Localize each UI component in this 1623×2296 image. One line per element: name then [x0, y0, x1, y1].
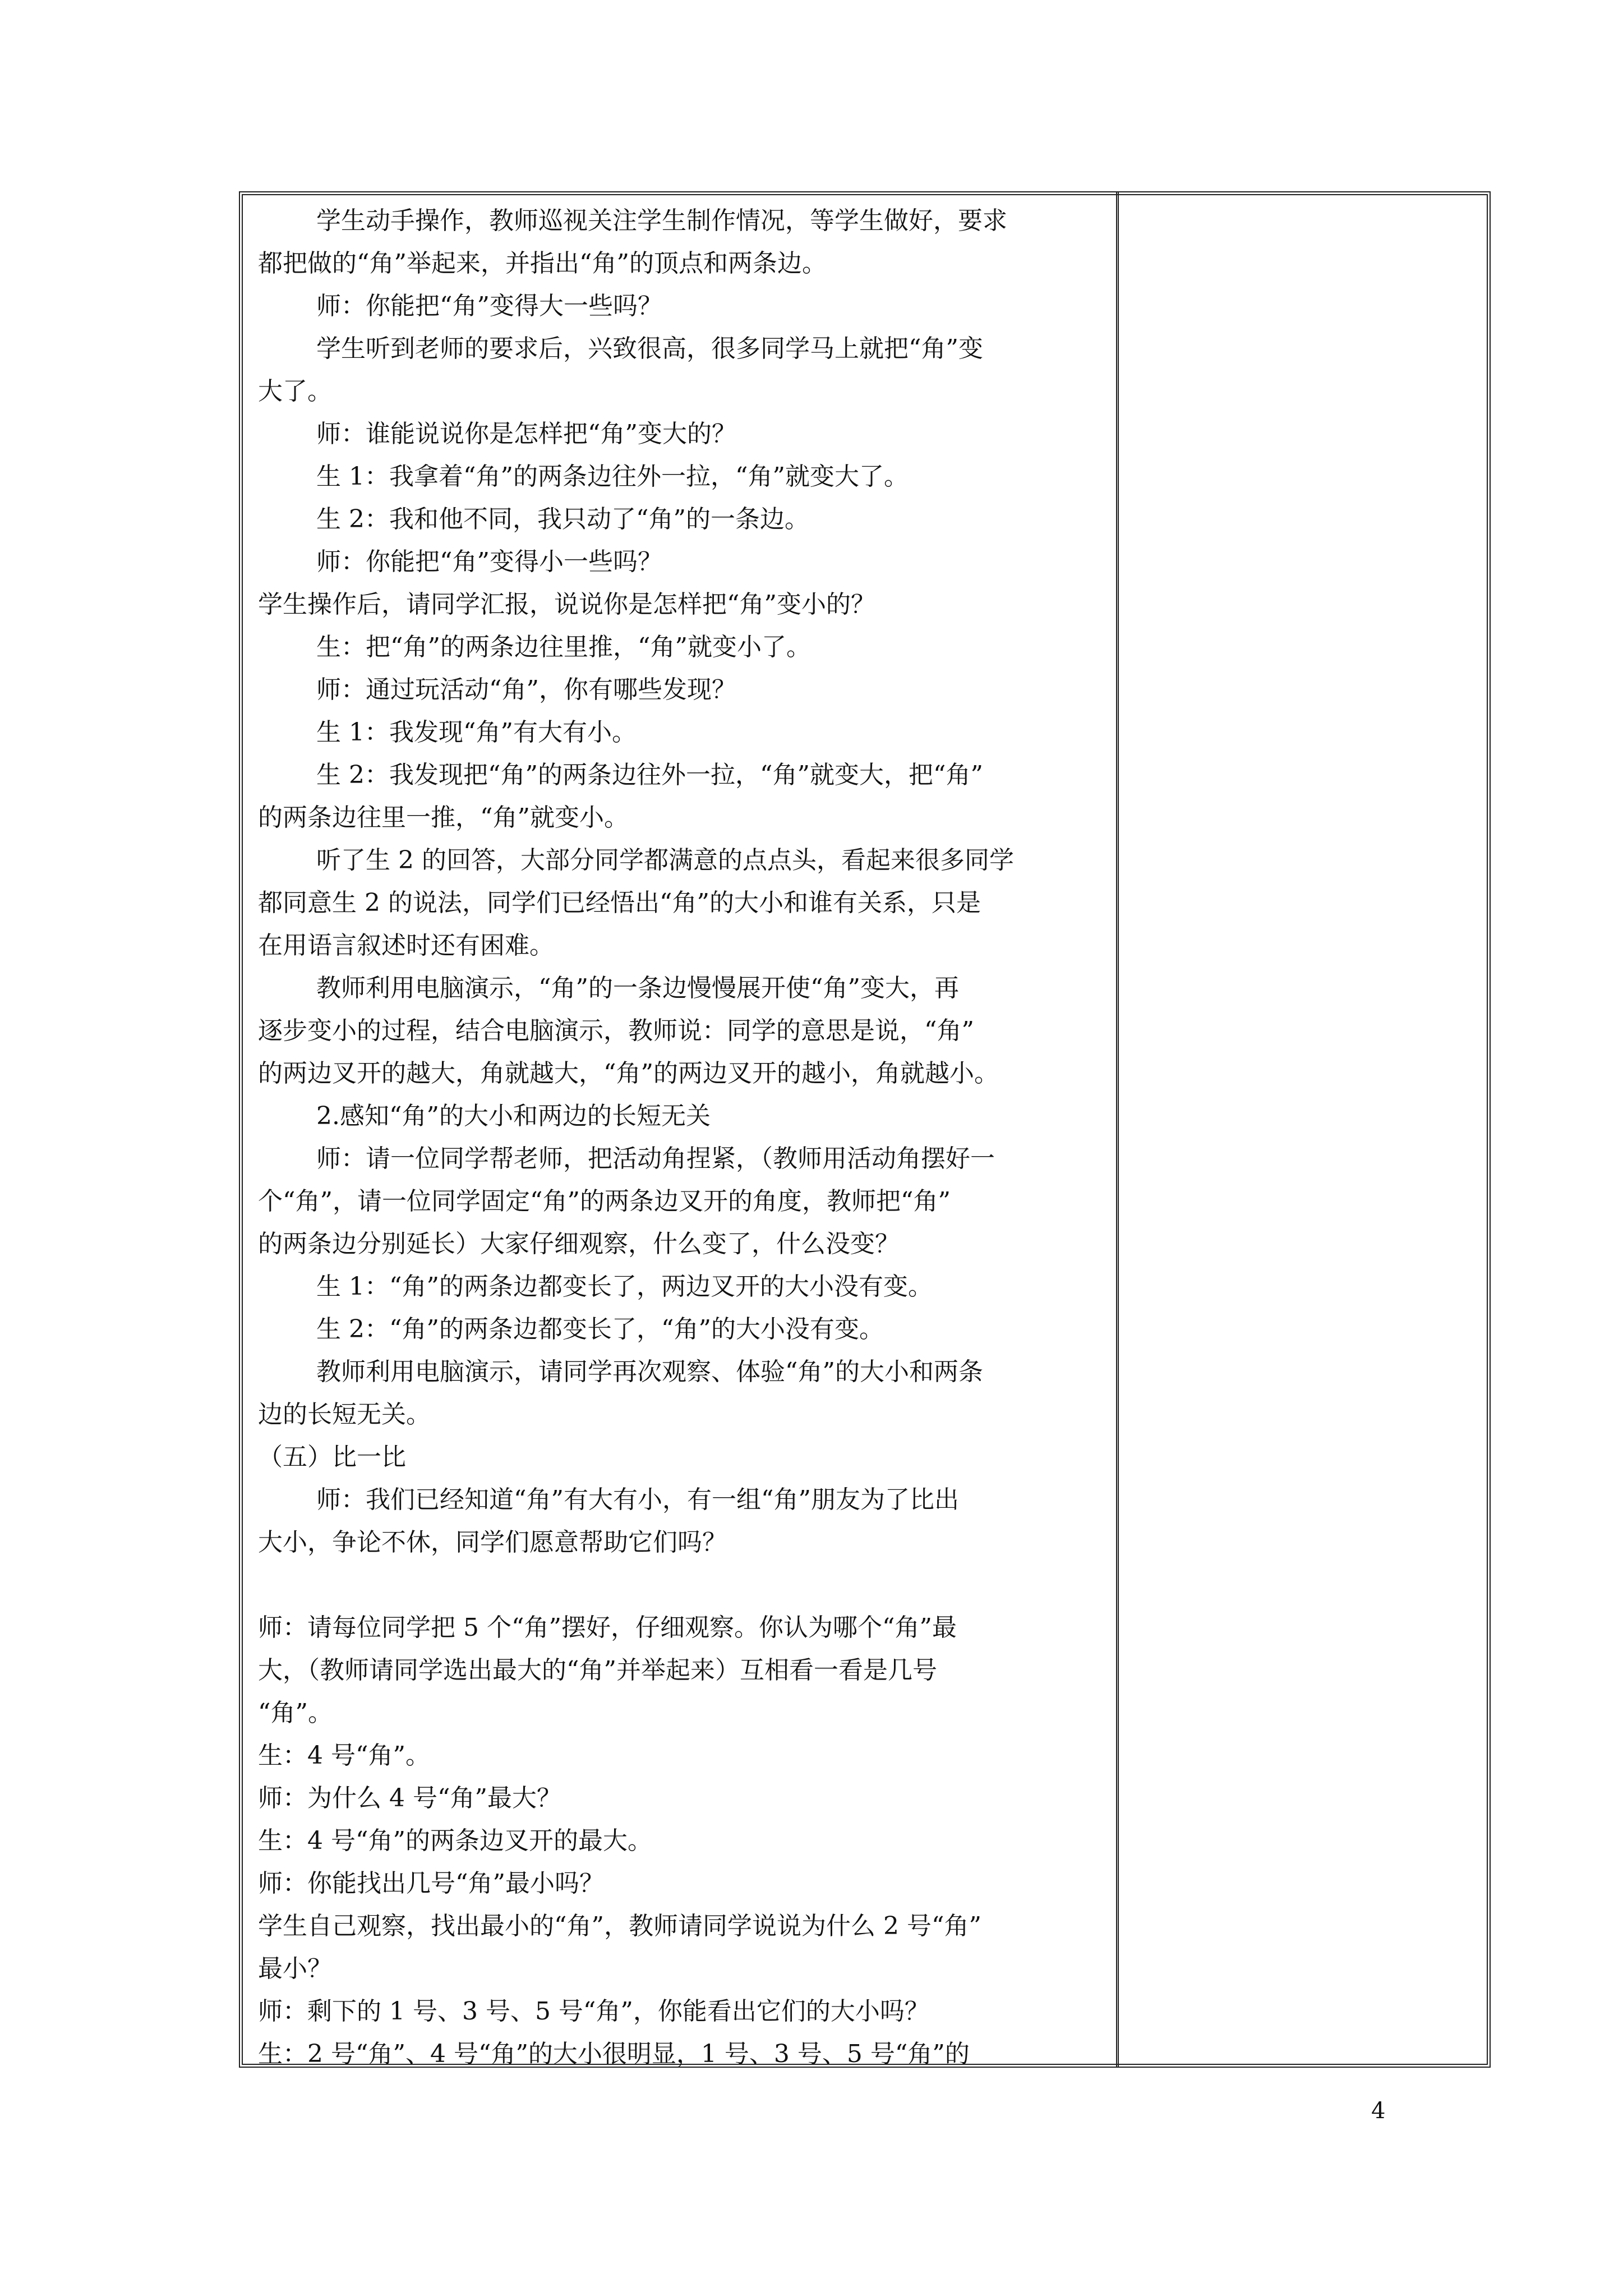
text-line: 生 2：“角”的两条边都变长了，“角”的大小没有变。 [316, 1315, 884, 1343]
text-line: 的两条边分别延长）大家仔细观察，什么变了，什么没变？ [258, 1230, 900, 1258]
text-line: 教师利用电脑演示，请同学再次观察、体验“角”的大小和两条 [316, 1358, 983, 1386]
text-line: 个“角”，请一位同学固定“角”的两条边叉开的角度，教师把“角” [258, 1187, 951, 1216]
text-line: （五）比一比 [258, 1443, 406, 1471]
text-line: 师：你能找出几号“角”最小吗？ [258, 1869, 604, 1898]
text-line: 听了生 2 的回答，大部分同学都满意的点点头，看起来很多同学 [316, 846, 1014, 875]
text-line: 学生操作后，请同学汇报，说说你是怎样把“角”变小的？ [258, 590, 875, 619]
text-line: 师：请每位同学把 5 个“角”摆好，仔细观察。你认为哪个“角”最 [258, 1613, 957, 1642]
text-line: 师：剩下的 1 号、3 号、5 号“角”，你能看出它们的大小吗？ [258, 1997, 929, 2026]
page-number: 4 [1371, 2098, 1386, 2124]
table-column-divider [1116, 191, 1119, 2068]
text-line: 逐步变小的过程，结合电脑演示，教师说：同学的意思是说，“角” [258, 1016, 974, 1045]
text-line: 师：通过玩活动“角”，你有哪些发现？ [316, 675, 736, 704]
text-line: 学生动手操作，教师巡视关注学生制作情况，等学生做好，要求 [316, 206, 1007, 235]
text-line: 学生自己观察，找出最小的“角”，教师请同学说说为什么 2 号“角” [258, 1912, 981, 1940]
text-line: 学生听到老师的要求后，兴致很高，很多同学马上就把“角”变 [316, 334, 983, 363]
text-line: 师：你能把“角”变得小一些吗？ [316, 547, 662, 576]
text-line: 教师利用电脑演示，“角”的一条边慢慢展开使“角”变大，再 [316, 974, 959, 1002]
text-line: 边的长短无关。 [258, 1400, 431, 1429]
text-line: 师：谁能说说你是怎样把“角”变大的？ [316, 420, 736, 448]
text-line: 都把做的“角”举起来，并指出“角”的顶点和两条边。 [258, 249, 827, 278]
text-line: 生 1：我拿着“角”的两条边往外一拉，“角”就变大了。 [316, 462, 909, 491]
text-line: 大，（教师请同学选出最大的“角”并举起来）互相看一看是几号 [258, 1656, 937, 1685]
text-line: 生：把“角”的两条边往里推，“角”就变小了。 [316, 633, 811, 661]
text-line: 生 2：我发现把“角”的两条边往外一拉，“角”就变大，把“角” [316, 761, 983, 789]
text-line: 2.感知“角”的大小和两边的长短无关 [316, 1102, 711, 1130]
lesson-content [258, 200, 1108, 2076]
text-line: 生 1：“角”的两条边都变长了，两边叉开的大小没有变。 [316, 1272, 933, 1301]
text-line: 师：我们已经知道“角”有大有小，有一组“角”朋友为了比出 [316, 1485, 959, 1514]
text-line: 师：请一位同学帮老师，把活动角捏紧，（教师用活动角摆好一 [316, 1144, 995, 1173]
text-line: 都同意生 2 的说法，同学们已经悟出“角”的大小和谁有关系，只是 [258, 889, 981, 917]
text-line: 生：4 号“角”。 [258, 1741, 430, 1770]
text-line: 师：为什么 4 号“角”最大？ [258, 1784, 561, 1812]
text-line: 生：2 号“角”、4 号“角”的大小很明显，1 号、3 号、5 号“角”的 [258, 2040, 970, 2068]
text-line: 生 1：我发现“角”有大有小。 [316, 718, 637, 747]
text-line: 师：你能把“角”变得大一些吗？ [316, 292, 662, 320]
text-line: 的两边叉开的越大，角就越大，“角”的两边叉开的越小，角就越小。 [258, 1059, 999, 1088]
text-line: 最小？ [258, 1954, 332, 1983]
text-line: 的两条边往里一推，“角”就变小。 [258, 803, 629, 832]
text-line: 大了。 [258, 377, 332, 406]
text-line: 生 2：我和他不同，我只动了“角”的一条边。 [316, 505, 809, 533]
text-line: “角”。 [258, 1699, 333, 1727]
text-line: 生：4 号“角”的两条边叉开的最大。 [258, 1826, 652, 1855]
text-line: 大小，争论不休，同学们愿意帮助它们吗？ [258, 1528, 727, 1557]
blank-line [258, 1564, 1108, 1607]
text-line: 在用语言叙述时还有困难。 [258, 931, 554, 960]
